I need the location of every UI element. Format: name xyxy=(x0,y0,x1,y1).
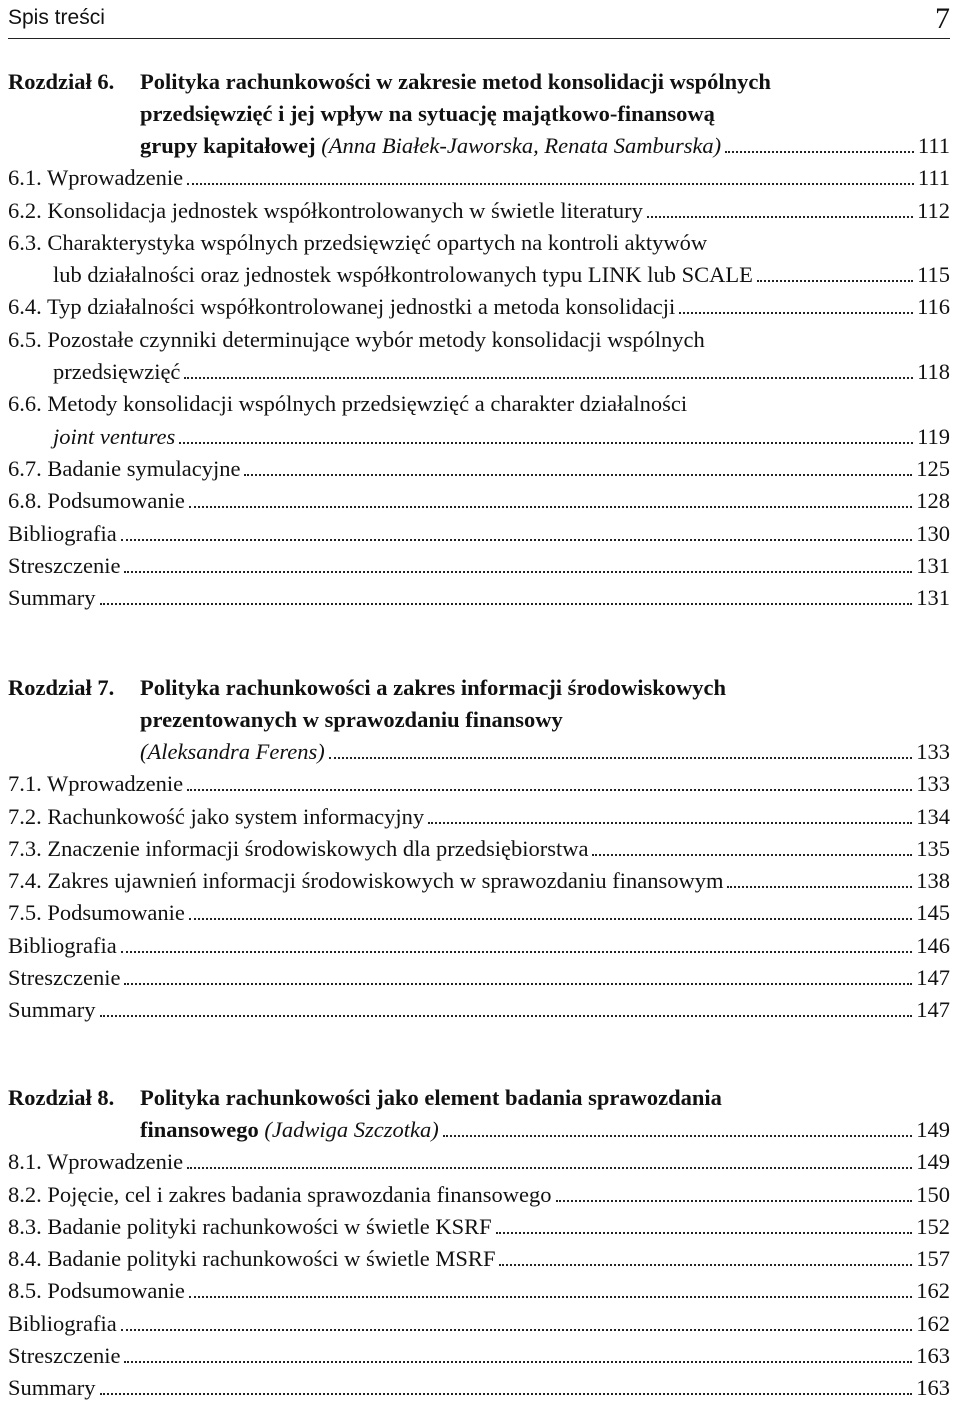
toc-entry-text: 6.6. Metody konsolidacji wspólnych przedsięwzięć a charakter działalności xyxy=(8,391,688,417)
leader-dots xyxy=(100,602,913,605)
toc-entry-page: 125 xyxy=(916,455,950,481)
chapter-8-heading xyxy=(8,1082,950,1146)
chapter-6-label: Rozdział 6. xyxy=(8,69,115,94)
toc-entry-text: 6.5. Pozostałe czynniki determinujące wybór metody konsolidacji wspólnych xyxy=(8,326,705,352)
toc-entry-page: 162 xyxy=(916,1278,950,1304)
toc-entry-8-3[interactable] xyxy=(8,1211,950,1243)
leader-dots xyxy=(187,182,914,185)
toc-entry-text: 7.5. Podsumowanie xyxy=(8,900,185,926)
chapter-8-title-line-2[interactable] xyxy=(140,1114,950,1146)
toc-entry-8-summary[interactable] xyxy=(8,1372,950,1404)
leader-dots xyxy=(189,1295,912,1298)
toc-entry-text: Summary xyxy=(8,585,96,611)
toc-entry-text: Streszczenie xyxy=(8,965,121,991)
toc-entry-page: 157 xyxy=(916,1246,950,1272)
toc-entry-7-3[interactable] xyxy=(8,833,950,865)
toc-entry-6-streszczenie[interactable] xyxy=(8,550,950,582)
toc-entry-text: 7.4. Zakres ujawnień informacji środowiskowych w sprawozdaniu finansowym xyxy=(8,868,724,894)
leader-dots xyxy=(679,311,913,314)
chapter-8-authors: (Jadwiga Szczotka) xyxy=(264,1117,439,1142)
toc-entry-text: 8.2. Pojęcie, cel i zakres badania sprawozdania finansowego xyxy=(8,1181,552,1207)
toc-entry-6-5[interactable] xyxy=(8,324,950,356)
leader-dots xyxy=(189,917,912,920)
leader-dots xyxy=(187,788,912,791)
toc-entry-6-4[interactable] xyxy=(8,291,950,323)
toc-entry-page: 112 xyxy=(917,197,950,223)
chapter-8-title-end: finansowego xyxy=(140,1117,259,1142)
toc-entry-page: 119 xyxy=(917,423,950,449)
chapter-8-label: Rozdział 8. xyxy=(8,1085,115,1110)
leader-dots xyxy=(329,756,913,759)
toc-entry-text: Summary xyxy=(8,997,96,1023)
toc-entry-page: 116 xyxy=(917,294,950,320)
toc-entry-6-7[interactable] xyxy=(8,453,950,485)
toc-entry-text: Summary xyxy=(8,1375,96,1401)
leader-dots xyxy=(184,376,913,379)
toc-entry-6-summary[interactable] xyxy=(8,582,950,614)
toc-entry-text: Bibliografia xyxy=(8,520,117,546)
toc-entry-8-1[interactable] xyxy=(8,1146,950,1178)
page-number: 7 xyxy=(935,2,950,35)
toc-entry-6-8[interactable] xyxy=(8,485,950,517)
toc-entry-text: 7.1. Wprowadzenie xyxy=(8,771,184,797)
toc-entry-7-5[interactable] xyxy=(8,897,950,929)
leader-dots xyxy=(189,505,912,508)
toc-entry-text: Streszczenie xyxy=(8,552,121,578)
toc-entry-text-cont: joint ventures xyxy=(53,423,176,449)
toc-entry-page: 163 xyxy=(916,1375,950,1401)
toc-entry-text: 6.7. Badanie symulacyjne xyxy=(8,455,241,481)
toc-entry-text: 7.3. Znaczenie informacji środowiskowych dla przedsiębiorstwa xyxy=(8,835,589,861)
toc-entry-page: 149 xyxy=(916,1149,950,1175)
chapter-8-page: 149 xyxy=(916,1117,950,1142)
leader-dots xyxy=(124,982,912,985)
toc-entry-page: 131 xyxy=(916,552,950,578)
toc-entry-text: 6.8. Podsumowanie xyxy=(8,488,185,514)
chapter-8-title-line-1: Polityka rachunkowości jako element badania sprawozdania xyxy=(140,1085,722,1110)
leader-dots xyxy=(757,279,913,282)
toc-entry-text: 8.3. Badanie polityki rachunkowości w świetle KSRF xyxy=(8,1213,492,1239)
chapter-7 xyxy=(8,672,950,1027)
leader-dots xyxy=(428,821,912,824)
toc-entry-7-4[interactable] xyxy=(8,865,950,897)
toc-entry-6-5-cont[interactable] xyxy=(8,356,950,388)
toc-entry-text: 6.2. Konsolidacja jednostek współkontrolowanych w świetle literatury xyxy=(8,197,643,223)
toc-entry-6-2[interactable] xyxy=(8,195,950,227)
toc-entry-page: 163 xyxy=(916,1343,950,1369)
toc-entry-page: 115 xyxy=(917,262,950,288)
leader-dots xyxy=(592,853,912,856)
leader-dots xyxy=(124,1360,912,1363)
toc-entry-page: 152 xyxy=(916,1213,950,1239)
leader-dots xyxy=(179,441,913,444)
toc-entry-8-2[interactable] xyxy=(8,1179,950,1211)
leader-dots xyxy=(121,1328,913,1331)
running-header-title: Spis treści xyxy=(8,6,105,29)
toc-entry-text: Streszczenie xyxy=(8,1343,121,1369)
leader-dots xyxy=(121,950,913,953)
leader-dots xyxy=(121,538,913,541)
toc-entry-6-1[interactable] xyxy=(8,162,950,194)
toc-entry-page: 146 xyxy=(916,932,950,958)
leader-dots xyxy=(244,473,912,476)
toc-entry-7-streszczenie[interactable] xyxy=(8,962,950,994)
chapter-6-heading xyxy=(8,66,950,162)
toc-entry-8-bibliografia[interactable] xyxy=(8,1308,950,1340)
chapter-8 xyxy=(8,1082,950,1405)
leader-dots xyxy=(556,1199,913,1202)
chapter-7-page: 133 xyxy=(916,739,950,764)
leader-dots xyxy=(496,1231,913,1234)
toc-entry-text: 6.3. Charakterystyka wspólnych przedsięwzięć opartych na kontroli aktywów xyxy=(8,229,708,255)
toc-entry-7-summary[interactable] xyxy=(8,994,950,1026)
chapter-7-title-line-1: Polityka rachunkowości a zakres informacji środowiskowych xyxy=(140,675,727,700)
toc-entry-text: 8.5. Podsumowanie xyxy=(8,1278,185,1304)
leader-dots xyxy=(725,150,914,153)
toc-entry-page: 162 xyxy=(916,1310,950,1336)
toc-entry-page: 131 xyxy=(916,585,950,611)
toc-entry-page: 145 xyxy=(916,900,950,926)
toc-entry-text: Bibliografia xyxy=(8,932,117,958)
chapter-6-title-end: grupy kapitałowej xyxy=(140,133,316,158)
leader-dots xyxy=(499,1263,912,1266)
toc-entry-page: 128 xyxy=(916,488,950,514)
toc-entry-7-bibliografia[interactable] xyxy=(8,930,950,962)
chapter-6-authors: (Anna Białek-Jaworska, Renata Samburska) xyxy=(321,133,722,158)
chapter-7-authors: (Aleksandra Ferens) xyxy=(140,739,325,764)
toc-entry-text: 6.1. Wprowadzenie xyxy=(8,165,184,191)
leader-dots xyxy=(187,1166,912,1169)
toc-entry-text-cont: przedsięwzięć xyxy=(53,359,181,385)
toc-entry-text: 7.2. Rachunkowość jako system informacyjny xyxy=(8,803,425,829)
chapter-7-label: Rozdział 7. xyxy=(8,675,115,700)
toc-entry-page: 138 xyxy=(916,868,950,894)
toc-entry-8-4[interactable] xyxy=(8,1243,950,1275)
toc-entry-page: 118 xyxy=(917,359,950,385)
chapter-7-authors-line[interactable] xyxy=(140,736,950,768)
chapter-6-page: 111 xyxy=(917,133,950,158)
toc-entry-6-bibliografia[interactable] xyxy=(8,518,950,550)
leader-dots xyxy=(443,1134,913,1137)
toc-entry-8-streszczenie[interactable] xyxy=(8,1340,950,1372)
toc-entry-7-2[interactable] xyxy=(8,801,950,833)
toc-entry-text: 6.4. Typ działalności współkontrolowanej jednostki a metoda konsolidacji xyxy=(8,294,676,320)
toc-entry-6-3-cont[interactable] xyxy=(8,259,950,291)
toc-entry-page: 133 xyxy=(916,771,950,797)
toc-entry-page: 130 xyxy=(916,520,950,546)
toc-entry-7-1[interactable] xyxy=(8,768,950,800)
chapter-7-heading xyxy=(8,672,950,768)
toc-entry-text: Bibliografia xyxy=(8,1310,117,1336)
toc-entry-text-cont: lub działalności oraz jednostek współkontrolowanych typu LINK lub SCALE xyxy=(53,262,753,288)
chapter-6-title-line-1: Polityka rachunkowości w zakresie metod konsolidacji wspólnych xyxy=(140,69,771,94)
toc-entry-8-5[interactable] xyxy=(8,1275,950,1307)
toc-entry-text: 8.4. Badanie polityki rachunkowości w świetle MSRF xyxy=(8,1246,496,1272)
toc-entry-page: 111 xyxy=(917,165,950,191)
leader-dots xyxy=(647,215,913,218)
toc-entry-text: 8.1. Wprowadzenie xyxy=(8,1149,184,1175)
leader-dots xyxy=(100,1392,913,1395)
leader-dots xyxy=(124,570,912,573)
toc-entry-6-6[interactable] xyxy=(8,388,950,420)
chapter-6-title-line-3[interactable] xyxy=(140,130,950,162)
leader-dots xyxy=(100,1014,913,1017)
toc-entry-page: 147 xyxy=(916,997,950,1023)
chapter-7-title-line-2: prezentowanych w sprawozdaniu finansowy xyxy=(140,707,563,732)
chapter-6 xyxy=(8,66,950,614)
toc-entry-6-6-cont[interactable] xyxy=(8,421,950,453)
running-header xyxy=(8,4,950,39)
toc-entry-page: 147 xyxy=(916,965,950,991)
toc-entry-page: 134 xyxy=(916,803,950,829)
chapter-6-title-line-2: przedsięwzięć i jej wpływ na sytuację majątkowo-finansową xyxy=(140,101,715,126)
leader-dots xyxy=(727,885,912,888)
toc-entry-page: 135 xyxy=(916,835,950,861)
toc-entry-page: 150 xyxy=(916,1181,950,1207)
toc-entry-6-3[interactable] xyxy=(8,227,950,259)
